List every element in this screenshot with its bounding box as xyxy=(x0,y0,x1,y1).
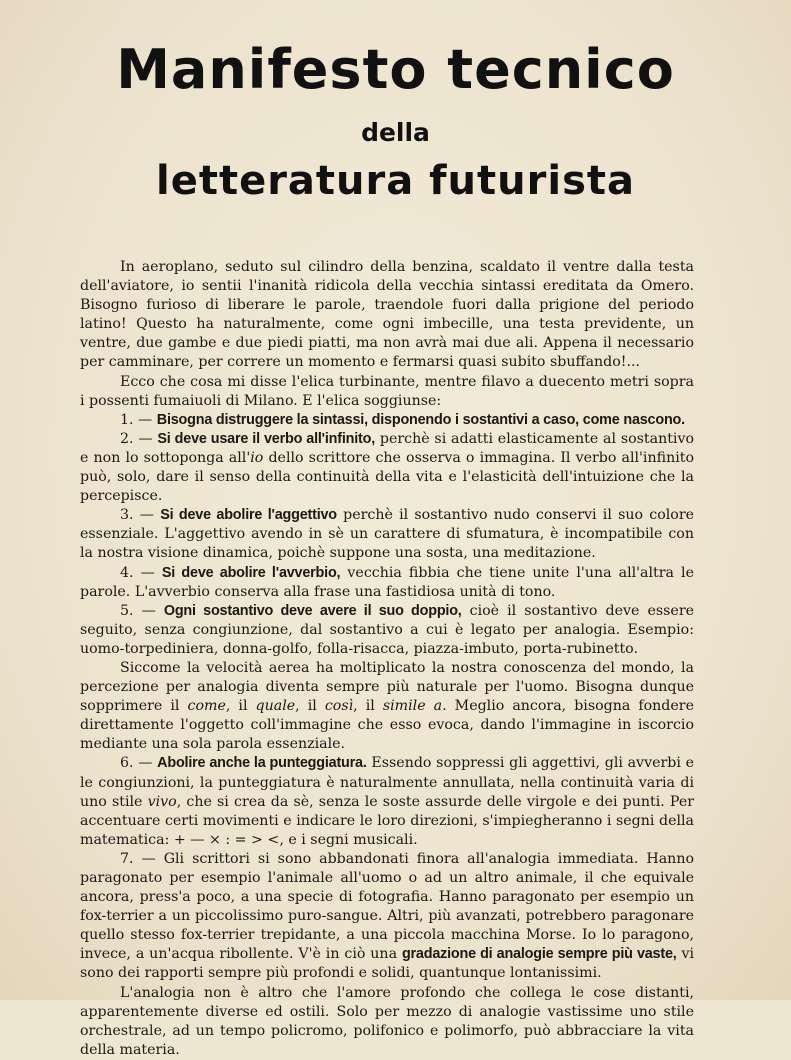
rule-5b-text-c: , il xyxy=(295,698,317,715)
title-line-3: letteratura futurista xyxy=(155,158,635,204)
rule-5b-text-e: . Meglio ancora, bisogna fondere direttamente l'oggetto coll'immagine che esso evoca, dando l'immagine in iscorcio mediante una sola parola essenziale. xyxy=(80,698,694,753)
rule-5b-text-b: , il xyxy=(225,698,248,715)
rule-6-italic: vivo xyxy=(147,793,177,810)
rule-5b-italic-3: così xyxy=(324,698,354,715)
rule-2-bold: Si deve usare il verbo all'infinito, xyxy=(157,430,376,447)
intro-paragraph-1: In aeroplano, seduto sul cilindro della benzina, scaldato il ventre dalla testa dell'aviatore, io sentii l'inanità ridicola della vecchia sintassi ereditata da Omero. Bisogno furioso di liberare le parole, traendole fuori dalla prigione del periodo latino! Questo ha naturalmente, come ogni imbecille, una testa previdente, un ventre, due gambe e due piedi piatti, ma non avrà mai due ali. Appena il necessario per camminare, per correre un momento e fermarsi quasi subito sbuffando!... xyxy=(80,259,694,371)
rule-3-bold: Si deve abolire l'aggettivo xyxy=(160,507,337,524)
rule-1-number: 1. — xyxy=(120,411,153,428)
rule-6-number: 6. — xyxy=(120,755,153,772)
intro-paragraph-2: Ecco che cosa mi disse l'elica turbinante, mentre filavo a duecento metri sopra i possenti fumaiuoli di Milano. E l'elica soggiunse: xyxy=(80,373,694,409)
rule-5b-italic-4: simile a xyxy=(382,698,443,715)
rule-5b-italic-1: come xyxy=(187,698,226,715)
rule-6-text-a: Essendo soppressi gli aggettivi, gli avverbi e le congiunzioni, la punteggiatura è naturalmente annullata, nella continuità varia di uno stile xyxy=(80,755,694,810)
rule-2-text-a: perchè si adatti elasticamente al sostantivo e non lo sottoponga all' xyxy=(80,430,695,466)
rule-7-text-a: Gli scrittori si sono abbandonati finora all'analogia immediata. Hanno paragonato per esempio l'animale all'uomo o ad un altro animale, il che equivale ancora, press'a poco, a una specie di fotografia. Hanno paragonato per esempio un fox-terrier a un piccolissimo puro-sangue. Altri, più avanzati, potrebbero paragonare quello stesso fox-terrier trepidante, a una piccola macchina Morse. Io lo paragono, invece, a un'acqua ribollente. V'è in ciò una xyxy=(80,850,694,963)
rule-5b-text-a: Siccome la velocità aerea ha moltiplicato la nostra conoscenza del mondo, la percezione per analogia diventa sempre più naturale per l'uomo. Bisogna dunque sopprimere il xyxy=(80,659,694,715)
rule-2 xyxy=(80,430,694,506)
rule-7-number: 7. — xyxy=(120,850,156,867)
rule-2-italic: io xyxy=(250,449,264,466)
rule-6-text-b: , che si crea da sè, senza le soste assurde delle virgole e dei punti. Per accentuare certi movimenti e indicare le loro direzioni, s'impiegheranno i segni della matematica: + — × : = > <, e i segni musicali. xyxy=(80,793,695,848)
rule-7-continuation: L'analogia non è altro che l'amore profondo che collega le cose distanti, apparentemente diverse ed ostili. Solo per mezzo di analogie vastissime uno stile orchestrale, ad un tempo policromo, polifonico e polimorfo, può abbracciare la vita della materia. xyxy=(80,984,694,1058)
title-line-2: della xyxy=(361,118,430,147)
rule-4-text: vecchia fibbia che tiene unite l'una all'altra le parole. L'avverbio conserva alla frase una fastidiosa unità di tono. xyxy=(80,564,694,600)
rule-5-number: 5. — xyxy=(120,602,156,619)
rule-1 xyxy=(80,411,694,430)
rule-5-text: cioè il sostantivo deve essere seguito, senza congiunzione, dal sostantivo a cui è legato per analogia. Esempio: uomo-torpediniera, donna-golfo, folla-risacca, piazza-imbuto, porta-rubinetto. xyxy=(80,602,694,657)
rule-4-number: 4. — xyxy=(120,564,155,581)
rule-6 xyxy=(80,754,694,849)
rule-3-text: perchè il sostantivo nudo conservi il suo colore essenziale. L'aggettivo avendo in sè un carattere di sfumatura, è incompatibile con la nostra visione dinamica, poichè suppone una sosta, una meditazione. xyxy=(80,507,695,562)
rule-2-text-b: dello scrittore che osserva o immagina. Il verbo all'infinito può, solo, dare il senso della continuità della vita e l'elasticità dell'intuizione che la percepisce. xyxy=(80,449,694,505)
rule-5 xyxy=(80,602,694,659)
rule-7-bold: gradazione di analogie sempre più vaste, xyxy=(401,946,677,963)
manifesto-body xyxy=(80,258,694,1060)
rule-3 xyxy=(80,506,694,563)
rule-5b-italic-2: quale xyxy=(255,698,296,715)
title-line-1: Manifesto tecnico xyxy=(116,38,675,101)
rule-4-bold: Si deve abolire l'avverbio, xyxy=(161,564,341,581)
rule-1-bold: Bisogna distruggere la sintassi, disponendo i sostantivi a caso, come nascono. xyxy=(156,411,685,428)
rule-5-continuation xyxy=(80,659,694,754)
rule-5b-text-d: , il xyxy=(353,698,375,715)
rule-7-text-b: vi sono dei rapporti sempre più profondi e solidi, quantunque lontanissimi. xyxy=(80,946,695,982)
rule-5-bold: Ogni sostantivo deve avere il suo doppio, xyxy=(163,602,462,619)
rule-2-number: 2. — xyxy=(120,430,153,447)
rule-3-number: 3. — xyxy=(120,507,154,524)
rule-4 xyxy=(80,564,694,602)
rule-6-bold: Abolire anche la punteggiatura. xyxy=(157,755,367,772)
rule-7 xyxy=(80,850,694,984)
